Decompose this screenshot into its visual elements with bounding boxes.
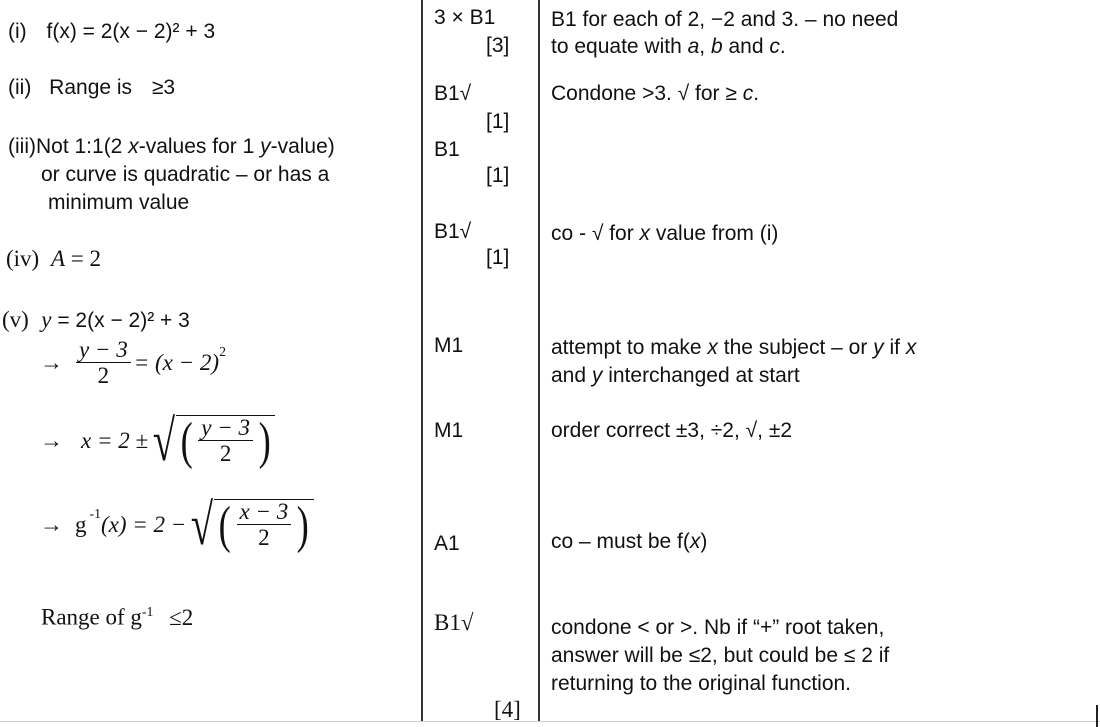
numerator: x − 3 (237, 500, 292, 525)
table-bottom-border (0, 721, 1100, 722)
var-y: y (591, 364, 603, 387)
answer-v-step3 (40, 492, 314, 557)
mark-B1-ft: B1√ (434, 82, 472, 105)
var-a: a (687, 35, 700, 58)
var-A: A (50, 246, 66, 271)
note-line2: answer will be ≤2, but could be ≤ 2 if (551, 644, 890, 667)
mark-B1-ft: B1√ (434, 610, 474, 635)
var-x: x (639, 222, 651, 245)
right-paren: ) (296, 496, 309, 554)
note-v-b1 (551, 614, 889, 698)
text: co – must be f( (551, 530, 690, 553)
note-v-m1a (551, 334, 916, 390)
answer-iii-line2: or curve is quadratic – or has a (41, 163, 330, 186)
fraction (237, 500, 292, 550)
note-i (551, 6, 898, 60)
var-x: x (707, 336, 718, 359)
mark-total-1: [1] (486, 110, 510, 133)
text: and (551, 364, 592, 387)
fraction (76, 338, 131, 388)
denominator: 2 (258, 525, 270, 551)
var-x: x (689, 530, 701, 553)
inverse-exponent: -1 (141, 604, 154, 619)
text: Condone >3. √ for ≥ (551, 82, 743, 105)
note-line3: returning to the original function. (551, 672, 852, 695)
numerator: y − 3 (198, 416, 253, 441)
text: Not 1:1(2 (35, 135, 129, 158)
answer-iii-line3: minimum value (48, 191, 190, 214)
denominator: 2 (219, 441, 232, 467)
text: -values for 1 (138, 135, 261, 158)
answer-iv (6, 246, 101, 272)
note-line1: condone < or >. Nb if “+” root taken, (551, 616, 885, 639)
range-value: ≤2 (169, 604, 194, 630)
note-line2 (551, 362, 916, 390)
text: . (779, 35, 786, 58)
var-y: y (260, 135, 271, 158)
note-ii (551, 82, 759, 106)
mark-B1-ft: B1√ (434, 220, 472, 243)
text: to equate with (551, 35, 688, 58)
var-x: x (905, 336, 917, 359)
range-label: Range of g (41, 604, 142, 630)
note-iv (551, 222, 778, 246)
range-text: Range is (49, 76, 133, 99)
note-v-m1b: order correct ±3, ÷2, √, ±2 (551, 419, 793, 442)
answer-v-range (41, 604, 193, 631)
note-i-line2 (551, 33, 898, 60)
radical-icon: √ (191, 492, 214, 557)
mark-A1: A1 (434, 532, 460, 555)
mark-3xB1: 3 × B1 (434, 6, 496, 29)
fraction (198, 416, 253, 466)
part-label: (i) (8, 20, 27, 43)
part-label: (iv) (6, 246, 40, 271)
arrow-icon: → (40, 350, 63, 376)
column-divider-right (538, 0, 540, 722)
answer-iii (8, 133, 335, 217)
mark-B1: B1 (434, 138, 460, 161)
var-x: x (128, 135, 139, 158)
note-i-line1: B1 for each of 2, −2 and 3. – no need (551, 8, 899, 31)
answer-iii-line1 (8, 133, 335, 161)
part-label: (ii) (8, 76, 32, 99)
radicand (176, 412, 275, 470)
var-b: b (710, 35, 723, 58)
func-g: g (75, 512, 87, 537)
text: if (883, 336, 906, 359)
radicand (214, 496, 313, 554)
square-root (148, 408, 275, 473)
expression: f(x) = 2(x − 2)² + 3 (46, 20, 216, 43)
left-paren: ( (180, 412, 193, 470)
inverse-exponent: -1 (89, 506, 101, 521)
page-edge-mark (1096, 705, 1098, 727)
equation: = 2(x − 2)² + 3 (51, 309, 190, 332)
text: and (722, 35, 770, 58)
lhs: (x) = 2 − (101, 512, 187, 537)
note-v-a1 (551, 530, 707, 554)
rhs: = (x − 2) (133, 350, 220, 376)
text: attempt to make (551, 336, 708, 359)
numerator: y − 3 (76, 338, 131, 363)
text: , (699, 35, 711, 58)
arrow-icon: → (40, 428, 63, 453)
answer-i (8, 20, 215, 44)
radical-icon: √ (152, 408, 176, 473)
right-paren: ) (258, 412, 271, 470)
var-c: c (742, 82, 754, 105)
text: co - √ for (551, 222, 640, 245)
text: ) (700, 530, 708, 553)
var-y: y (873, 336, 884, 359)
part-label: (iii) (8, 135, 36, 158)
mark-M1: M1 (434, 334, 464, 357)
column-divider-left (421, 0, 423, 722)
text: value from (i) (650, 222, 779, 245)
answer-v-line1 (2, 307, 190, 333)
lhs: x = 2 ± (81, 428, 149, 453)
left-paren: ( (218, 496, 231, 554)
var-y: y (41, 307, 52, 332)
denominator: 2 (97, 363, 110, 389)
text: -value) (270, 135, 335, 158)
answer-ii (8, 76, 175, 100)
range-value: ≥3 (151, 76, 176, 99)
mark-total-1: [1] (486, 164, 510, 187)
exponent: 2 (219, 344, 226, 359)
mark-M1: M1 (434, 419, 464, 442)
mark-total-1: [1] (486, 246, 510, 269)
value: = 2 (65, 246, 102, 271)
mark-total-3: [3] (486, 34, 510, 57)
square-root (186, 492, 313, 557)
answer-v-step1 (40, 338, 226, 388)
text: . (753, 82, 760, 105)
arrow-icon: → (40, 512, 63, 537)
var-c: c (769, 35, 780, 58)
text: interchanged at start (602, 364, 800, 387)
text: the subject – or (717, 336, 874, 359)
answer-v-step2 (40, 408, 275, 473)
part-label: (v) (2, 307, 29, 332)
mark-total-4: [4] (494, 697, 521, 722)
note-line1 (551, 334, 916, 362)
